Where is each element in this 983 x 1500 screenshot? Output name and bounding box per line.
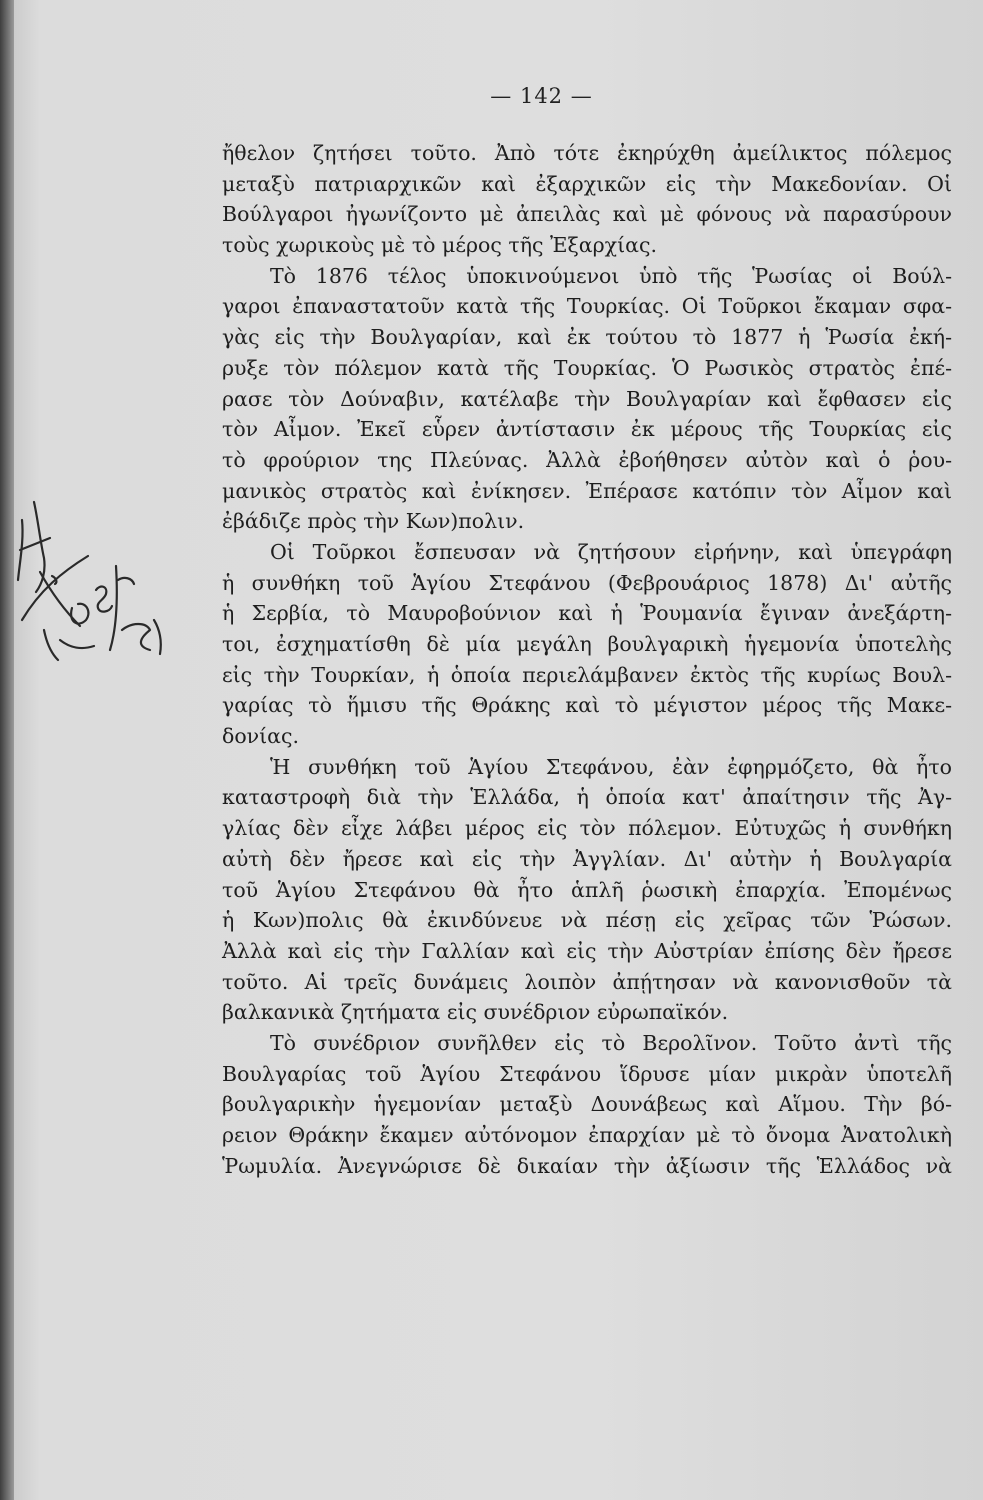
text-line: βουλγαρικὴν ἡγεμονίαν μεταξὺ Δουνάβεως καὶ Αἵμου. Τὴν βό- (222, 1092, 952, 1117)
text-line: ἡ Κων)πολις θὰ ἐκινδύνευε νὰ πέσῃ εἰς χεῖρας τῶν Ῥώσων. (222, 908, 952, 933)
text-line: Τὸ συνέδριον συνῆλθεν εἰς τὸ Βερολῖνον. Τοῦτο ἀντὶ τῆς (270, 1030, 952, 1055)
text-line: γαρίας τὸ ἥμισυ τῆς Θράκης καὶ τὸ μέγιστον μέρος τῆς Μακε- (222, 693, 952, 718)
text-line: Βούλγαροι ἠγωνίζοντο μὲ ἀπειλὰς καὶ μὲ φόνους νὰ παρασύρουν (222, 202, 952, 227)
page-number: — 142 — (490, 84, 593, 108)
text-line: ρυξε τὸν πόλεμον κατὰ τῆς Τουρκίας. Ὁ Ρωσικὸς στρατὸς ἐπέ- (222, 355, 952, 380)
text-line: Ἡ συνθήκη τοῦ Ἁγίου Στεφάνου, ἐὰν ἐφηρμόζετο, θὰ ἦτο (270, 754, 952, 779)
text-line: τοι, ἐσχηματίσθη δὲ μία μεγάλη βουλγαρικὴ ἡγεμονία ὑποτελὴς (222, 632, 952, 656)
text-line: δονίας. (222, 724, 300, 749)
text-line: αὐτὴ δὲν ἤρεσε καὶ εἰς τὴν Ἀγγλίαν. Δι' αὐτὴν ἡ Βουλγαρία (222, 846, 952, 871)
text-line: εἰς τὴν Τουρκίαν, ἡ ὁποία περιελάμβανεν ἐκτὸς τῆς κυρίως Βουλ- (222, 662, 952, 687)
body-text (222, 138, 952, 1181)
text-line: βαλκανικὰ ζητήματα εἰς συνέδριον εὐρωπαϊκόν. (222, 1000, 729, 1025)
text-line: γαροι ἐπαναστατοῦν κατὰ τῆς Τουρκίας. Οἱ Τοῦρκοι ἔκαμαν σφα- (222, 294, 952, 319)
text-line: ρασε τὸν Δούναβιν, κατέλαβε τὴν Βουλγαρίαν καὶ ἔφθασεν εἰς (222, 386, 952, 411)
text-line: μεταξὺ πατριαρχικῶν καὶ ἐξαρχικῶν εἰς τὴν Μακεδονίαν. Οἱ (222, 171, 952, 196)
text-line: Οἱ Τοῦρκοι ἔσπευσαν νὰ ζητήσουν εἰρήνην, καὶ ὑπεγράφη (270, 539, 952, 564)
text-line: ἐβάδιζε πρὸς τὴν Κων)πολιν. (222, 509, 525, 534)
text-line: τοῦτο. Αἱ τρεῖς δυνάμεις λοιπὸν ἀπῄτησαν νὰ κανονισθοῦν τὰ (222, 969, 952, 994)
text-line: τὸ φρούριον της Πλεύνας. Ἀλλὰ ἐβοήθησεν αὐτὸν καὶ ὁ ῥου- (222, 447, 952, 472)
text-line: γλίας δὲν εἶχε λάβει μέρος εἰς τὸν πόλεμον. Εὐτυχῶς ἡ συνθήκη (222, 816, 952, 841)
text-line: καταστροφὴ διὰ τὴν Ἑλλάδα, ἡ ὁποία κατ' ἀπαίτησιν τῆς Ἀγ- (222, 785, 952, 810)
handwritten-margin-note (0, 480, 200, 700)
text-line: Ῥωμυλία. Ἀνεγνώρισε δὲ δικαίαν τὴν ἀξίωσιν τῆς Ἑλλάδος νὰ (222, 1153, 952, 1178)
text-line: τοῦ Ἁγίου Στεφάνου θὰ ἦτο ἁπλῆ ῥωσικὴ ἐπαρχία. Ἐπομένως (222, 877, 952, 902)
text-line: Βουλγαρίας τοῦ Ἁγίου Στεφάνου ἵδρυσε μίαν μικρὰν ὑποτελῆ (222, 1061, 952, 1086)
text-line: τὸν Αἶμον. Ἐκεῖ εὗρεν ἀντίστασιν ἐκ μέρους τῆς Τουρκίας εἰς (222, 417, 952, 442)
text-line: μανικὸς στρατὸς καὶ ἐνίκησεν. Ἐπέρασε κατόπιν τὸν Αἶμον καὶ (222, 478, 952, 503)
text-line: Ἀλλὰ καὶ εἰς τὴν Γαλλίαν καὶ εἰς τὴν Αὐστρίαν ἐπίσης δὲν ἤρεσε (222, 938, 952, 963)
text-line: Τὸ 1876 τέλος ὑποκινούμενοι ὑπὸ τῆς Ῥωσίας οἱ Βούλ- (270, 263, 952, 288)
text-line: ἡ συνθήκη τοῦ Ἁγίου Στεφάνου (Φεβρουάριος 1878) Δι' αὐτῆς (222, 570, 952, 595)
text-line: ρειον Θράκην ἔκαμεν αὐτόνομον ἐπαρχίαν μὲ τὸ ὄνομα Ἀνατολικὴ (222, 1123, 952, 1147)
binding-edge (0, 0, 14, 1500)
text-line: τοὺς χωρικοὺς μὲ τὸ μέρος τῆς Ἐξαρχίας. (222, 233, 657, 258)
text-line: ἡ Σερβία, τὸ Μαυροβούνιον καὶ ἡ Ῥουμανία ἔγιναν ἀνεξάρτη- (222, 601, 952, 626)
text-line: γὰς εἰς τὴν Βουλγαρίαν, καὶ ἐκ τούτου τὸ 1877 ἡ Ῥωσία ἐκή- (222, 325, 952, 350)
text-line: ἤθελον ζητήσει τοῦτο. Ἀπὸ τότε ἐκηρύχθη ἀμείλικτος πόλεμος (222, 141, 952, 165)
